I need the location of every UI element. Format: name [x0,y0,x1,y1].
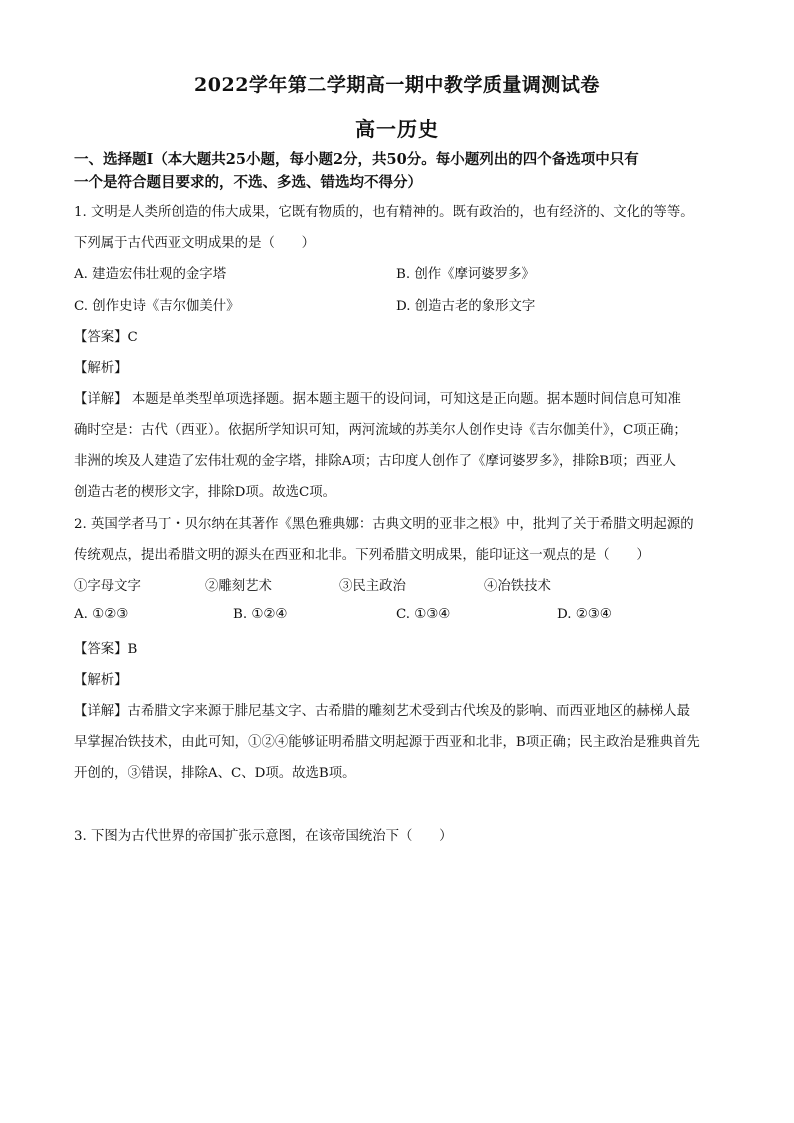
q2-option-c: C. ①③④ [396,607,451,622]
section-heading-line1: 一、选择题Ⅰ（本大题共25小题，每小题2分，共50分。每小题列出的四个备选项中只有 [74,151,639,168]
q1-option-b: B. 创作《摩诃婆罗多》 [396,267,535,282]
q2-item-1: ①字母文字 [74,579,141,594]
q1-detail-line3: 非洲的埃及人建造了宏伟壮观的金字塔，排除A项；古印度人创作了《摩诃婆罗多》，排除B项；西亚人 [74,454,676,469]
q2-answer: 【答案】B [74,642,138,657]
q2-option-b: B. ①②④ [233,607,288,622]
q1-detail-line1: 【详解】 本题是单类型单项选择题。据本题主题干的设问词，可知这是正向题。据本题时间信息可知准 [74,392,681,407]
q1-option-c: C. 创作史诗《吉尔伽美什》 [74,299,240,314]
q1-stem-line2: 下列属于古代西亚文明成果的是（ ） [74,236,316,251]
q2-detail-line2: 早掌握冶铁技术，由此可知，①②④能够证明希腊文明起源于西亚和北非，B项正确；民主政治是雅典首先 [74,735,700,750]
q1-detail-line2: 确时空是：古代（西亚）。依据所学知识可知，两河流域的苏美尔人创作史诗《吉尔伽美什》，C项正确； [74,423,687,438]
section-heading-line2: 一个是符合题目要求的，不选、多选、错选均不得分） [74,174,422,191]
q1-stem-line1: 1. 文明是人类所创造的伟大成果，它既有物质的，也有精神的。既有政治的，也有经济的、文化的等等。 [74,205,694,220]
q2-analysis-label: 【解析】 [74,673,128,688]
q1-option-d: D. 创造古老的象形文字 [396,299,536,314]
exam-title: 2022学年第二学期高一期中教学质量调测试卷 [194,74,600,96]
q2-detail-line3: 开创的，③错误，排除A、C、D项。故选B项。 [74,766,356,781]
q2-detail-line1: 【详解】古希腊文字来源于腓尼基文字、古希腊的雕刻艺术受到古代埃及的影响、而西亚地区的赫梯人最 [74,704,690,719]
q2-stem-line1: 2. 英国学者马丁・贝尔纳在其著作《黑色雅典娜：古典文明的亚非之根》中，批判了关于希腊文明起源的 [74,517,694,532]
q2-item-2: ②雕刻艺术 [205,579,272,594]
q3-stem-line1: 3. 下图为古代世界的帝国扩张示意图，在该帝国统治下（ ） [74,829,453,844]
subject-title: 高一历史 [355,117,439,141]
q1-answer: 【答案】C [74,330,138,345]
q2-item-4: ④冶铁技术 [484,579,551,594]
q1-analysis-label: 【解析】 [74,361,128,376]
q1-option-a: A. 建造宏伟壮观的金字塔 [74,267,227,282]
q1-detail-line4: 创造古老的楔形文字，排除D项。故选C项。 [74,485,337,500]
q2-stem-line2: 传统观点，提出希腊文明的源头在西亚和北非。下列希腊文明成果，能印证这一观点的是（ ） [74,548,650,563]
q2-option-a: A. ①②③ [74,607,129,622]
q2-item-3: ③民主政治 [339,579,406,594]
q2-option-d: D. ②③④ [557,607,612,622]
